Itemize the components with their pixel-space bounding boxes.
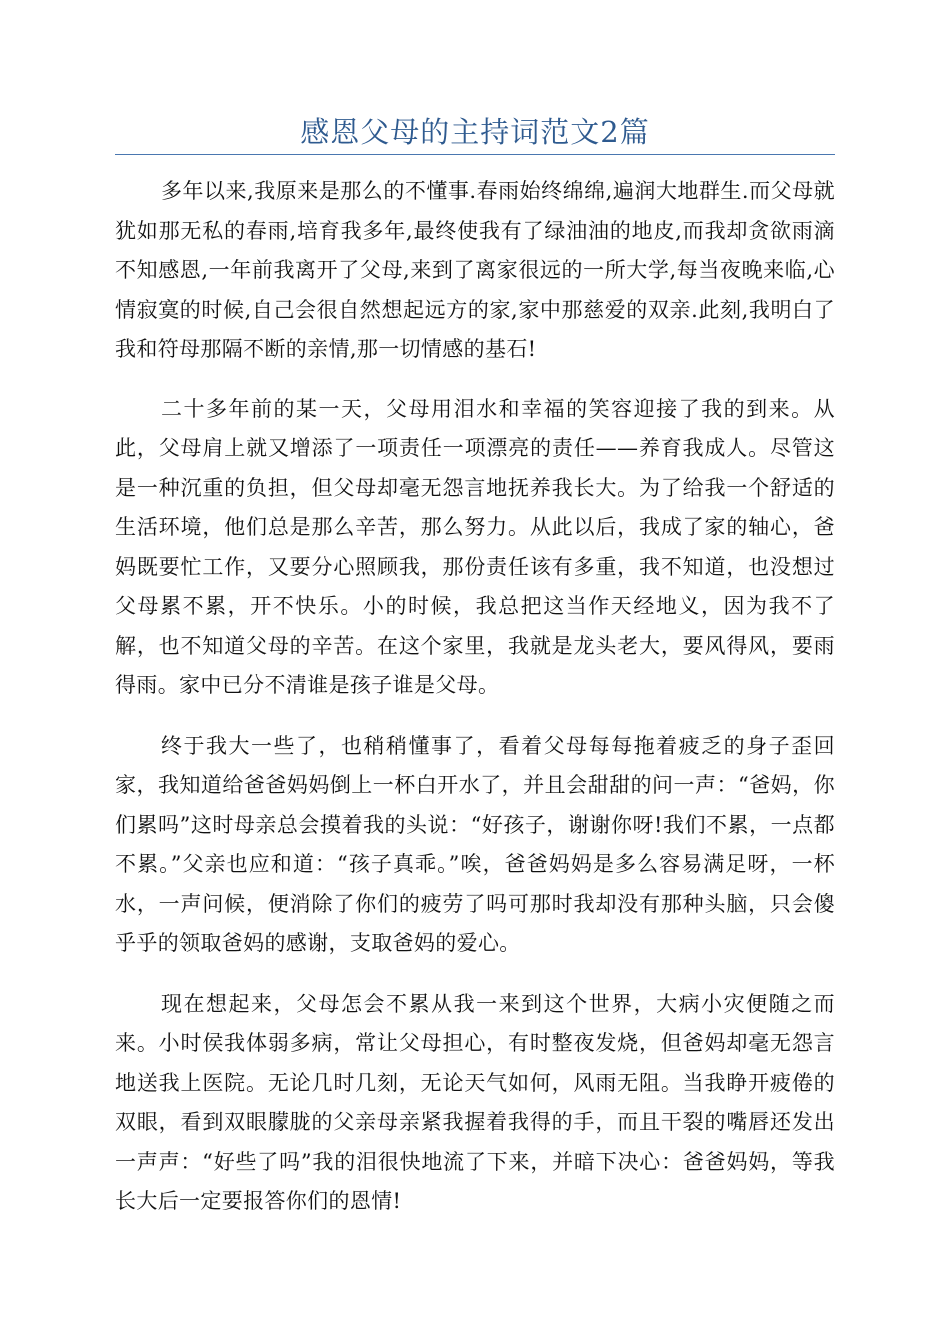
document-body — [115, 172, 835, 1222]
paragraph-4: 现在想起来，父母怎会不累从我一来到这个世界，大病小灾便随之而来。小时侯我体弱多病，常让父母担心，有时整夜发烧，但爸妈却毫无怨言地送我上医院。无论几时几刻，无论天气如何，风雨无阻。当我睁开疲倦的双眼，看到双眼朦胧的父亲母亲紧我握着我得的手，而且干裂的嘴唇还发出一声声：“好些了吗”我的泪很快地流了下来，并暗下决心：爸爸妈妈，等我长大后一定要报答你们的恩情! — [115, 991, 835, 1213]
paragraph-3: 终于我大一些了，也稍稍懂事了，看着父母每每拖着疲乏的身子歪回家，我知道给爸爸妈妈倒上一杯白开水了，并且会甜甜的问一声：“爸妈，你们累吗”这时母亲总会摸着我的头说：“好孩子，谢谢你呀!我们不累，一点都不累。”父亲也应和道：“孩子真乖。”唉，爸爸妈妈是多么容易满足呀，一杯水，一声问候，便消除了你们的疲劳了吗可那时我却没有那种头脑，只会傻乎乎的领取爸妈的感谢，支取爸妈的爱心。 — [115, 733, 835, 955]
title-underline — [115, 154, 835, 155]
document-title: 感恩父母的主持词范文2篇 — [300, 115, 650, 149]
paragraph-2: 二十多年前的某一天，父母用泪水和幸福的笑容迎接了我的到来。从此，父母肩上就又增添了一项责任一项漂亮的责任——养育我成人。尽管这是一种沉重的负担，但父母却毫无怨言地抚养我长大。为了给我一个舒适的生活环境，他们总是那么辛苦，那么努力。从此以后，我成了家的轴心，爸妈既要忙工作，又要分心照顾我，那份责任该有多重，我不知道，也没想过父母累不累，开不快乐。小的时候，我总把这当作天经地义，因为我不了解，也不知道父母的辛苦。在这个家里，我就是龙头老大，要风得风，要雨得雨。家中已分不清谁是孩子谁是父母。 — [115, 396, 835, 697]
paragraph-1: 多年以来,我原来是那么的不懂事.春雨始终绵绵,遍润大地群生.而父母就犹如那无私的春雨,培育我多年,最终使我有了绿油油的地皮,而我却贪欲雨滴不知感恩,一年前我离开了父母,来到了离家很远的一所大学,每当夜晚来临,心情寂寞的时候,自己会很自然想起远方的家,家中那慈爱的双亲.此刻,我明白了我和符母那隔不断的亲情,那一切情感的基石! — [115, 179, 835, 361]
